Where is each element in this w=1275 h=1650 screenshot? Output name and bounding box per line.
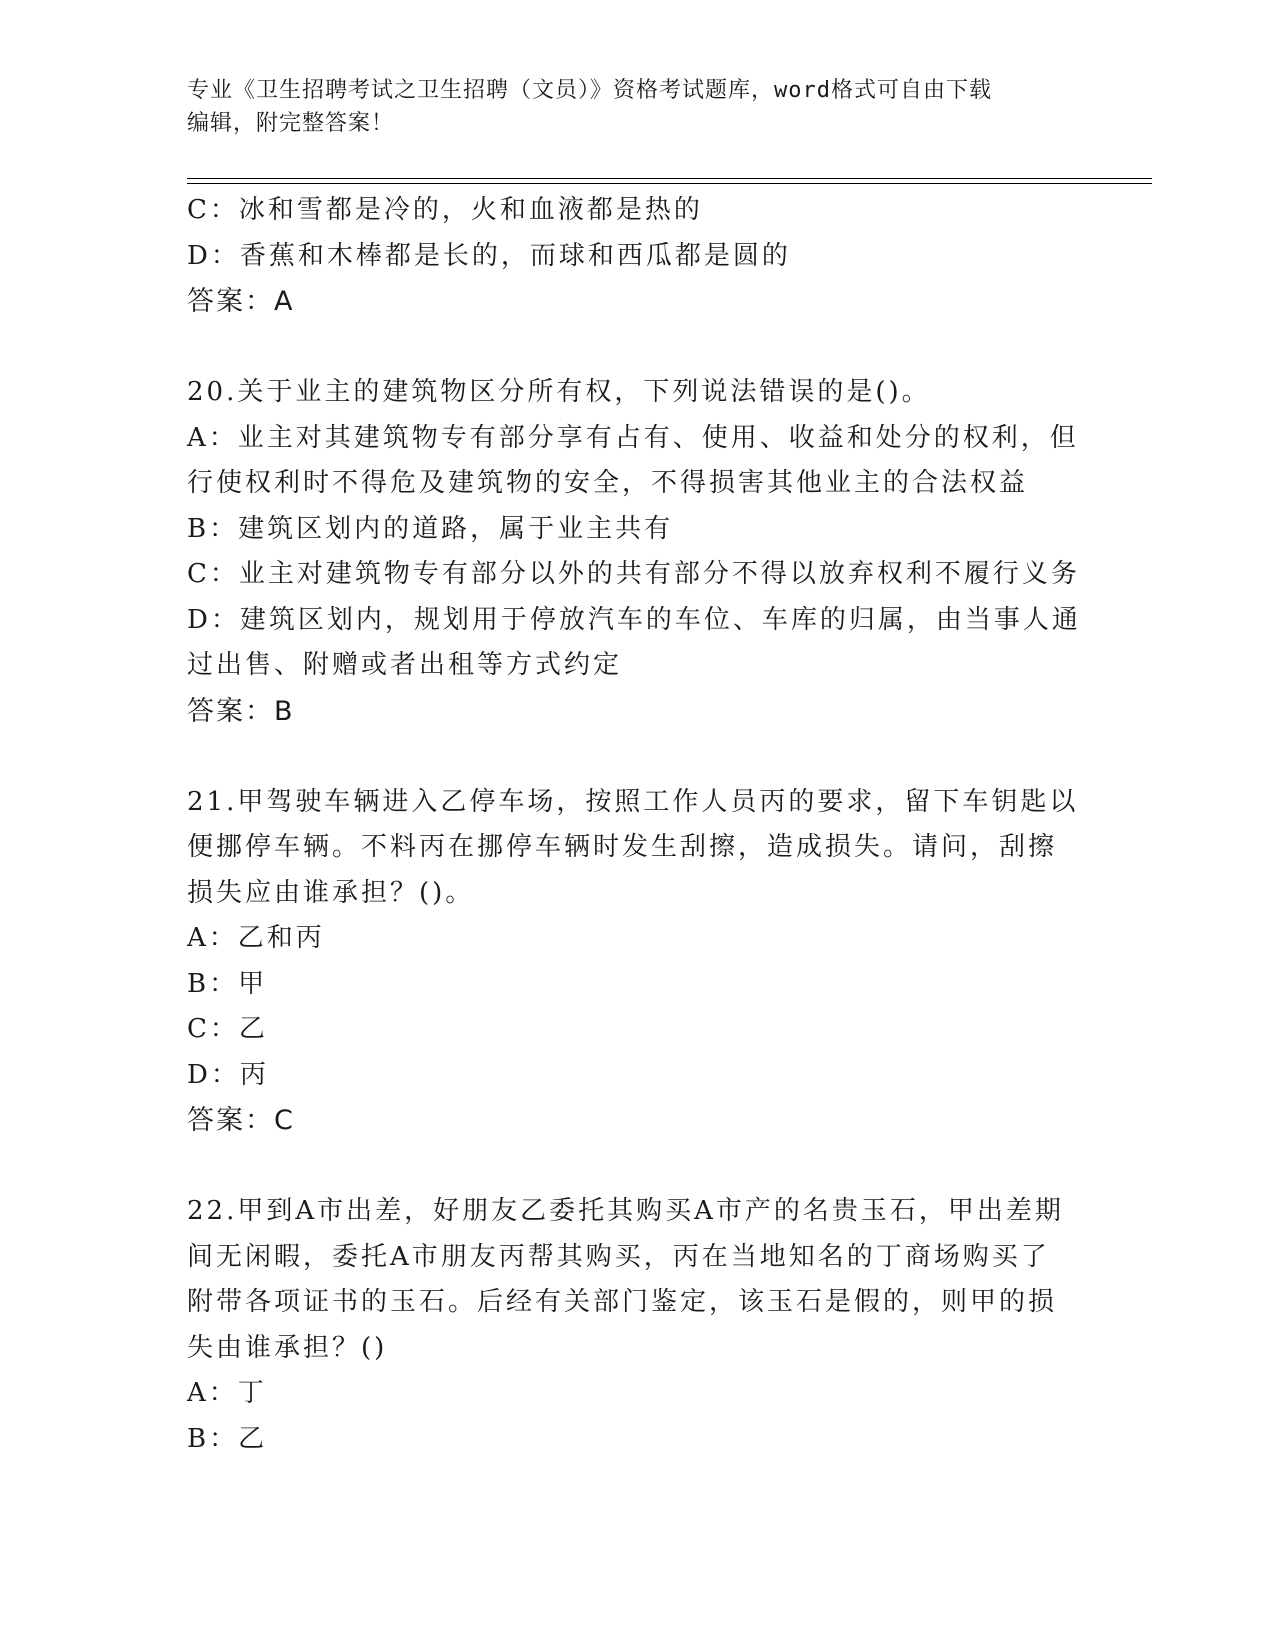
question-stem-continued: 失由谁承担？() bbox=[187, 1332, 388, 1363]
option-d: D：建筑区划内，规划用于停放汽车的车位、车库的归属，由当事人通 bbox=[187, 604, 1081, 635]
option-d-continued: 过出售、附赠或者出租等方式约定 bbox=[187, 650, 623, 680]
option-d: D：香蕉和木棒都是长的，而球和西瓜都是圆的 bbox=[187, 240, 791, 271]
question-stem-continued: 损失应由谁承担？()。 bbox=[187, 877, 475, 908]
option-a-continued: 行使权利时不得危及建筑物的安全，不得损害其他业主的合法权益 bbox=[187, 468, 1029, 498]
option-a: A：丁 bbox=[187, 1378, 267, 1408]
header-line: 专业《卫生招聘考试之卫生招聘（文员）》资格考试题库，word格式可自由下载 bbox=[187, 78, 992, 103]
question-stem-continued: 便挪停车辆。不料丙在挪停车辆时发生刮擦，造成损失。请问，刮擦 bbox=[187, 832, 1058, 862]
answer-line: 答案：A bbox=[187, 286, 295, 317]
option-d: D：丙 bbox=[187, 1059, 269, 1090]
spacer bbox=[187, 734, 1067, 780]
question-stem: 22.甲到A市出差，好朋友乙委托其购买A市产的名贵玉石，甲出差期 bbox=[187, 1196, 1064, 1226]
answer-line: 答案：C bbox=[187, 1105, 295, 1136]
spacer bbox=[187, 325, 1067, 371]
option-c: C：冰和雪都是冷的，火和血液都是热的 bbox=[187, 195, 703, 225]
header-divider bbox=[187, 183, 1152, 184]
question-content bbox=[187, 188, 1081, 1462]
option-c: C：乙 bbox=[187, 1014, 268, 1044]
question-stem-continued: 附带各项证书的玉石。后经有关部门鉴定，该玉石是假的，则甲的损 bbox=[187, 1287, 1058, 1317]
option-a: A：业主对其建筑物专有部分享有占有、使用、收益和处分的权利，但 bbox=[187, 422, 1079, 453]
page-header bbox=[187, 74, 1067, 140]
spacer bbox=[187, 1144, 1067, 1190]
option-b: B：建筑区划内的道路，属于业主共有 bbox=[187, 513, 674, 544]
question-stem: 20.关于业主的建筑物区分所有权，下列说法错误的是()。 bbox=[187, 377, 931, 407]
header-line: 编辑，附完整答案！ bbox=[187, 111, 395, 136]
question-stem: 21.甲驾驶车辆进入乙停车场，按照工作人员丙的要求，留下车钥匙以 bbox=[187, 786, 1079, 817]
option-c: C：业主对建筑物专有部分以外的共有部分不得以放弃权利不履行义务 bbox=[187, 559, 1080, 589]
question-stem-continued: 间无闲暇，委托A市朋友丙帮其购买，丙在当地知名的丁商场购买了 bbox=[187, 1241, 1050, 1272]
question-21 bbox=[187, 780, 1079, 1144]
answer-line: 答案：B bbox=[187, 695, 295, 727]
option-b: B：乙 bbox=[187, 1423, 268, 1454]
question-22 bbox=[187, 1189, 1067, 1462]
question-20 bbox=[187, 370, 1081, 734]
option-b: B：甲 bbox=[187, 968, 268, 999]
header-divider bbox=[187, 178, 1152, 179]
option-a: A：乙和丙 bbox=[187, 923, 325, 953]
question-19-tail bbox=[187, 188, 1067, 325]
